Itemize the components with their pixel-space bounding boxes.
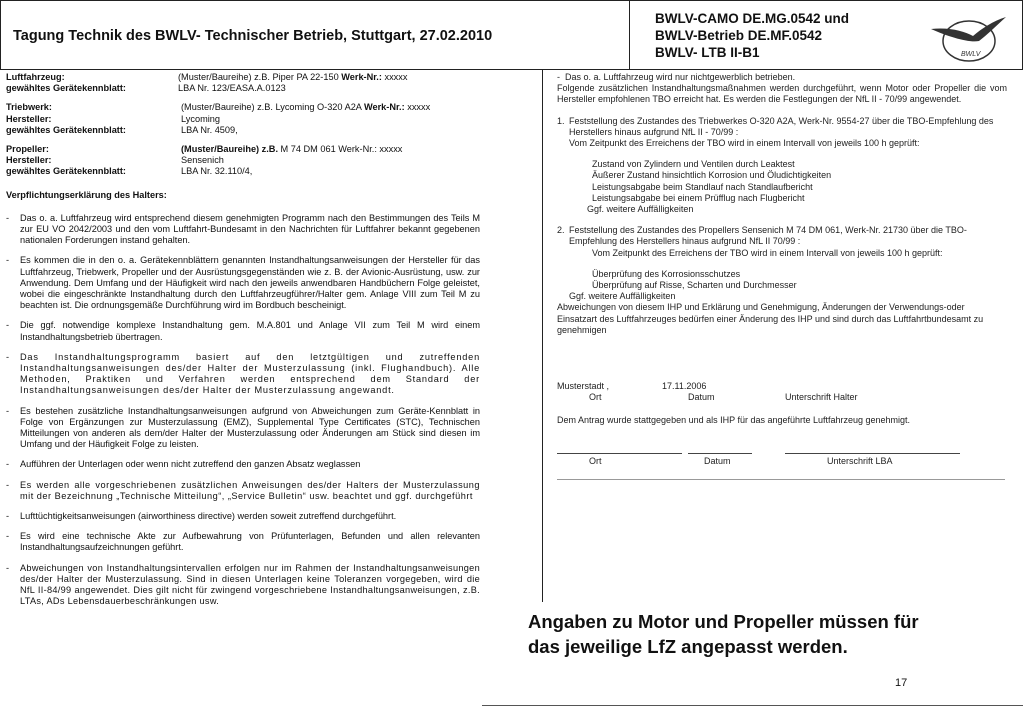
propeller-value: (Muster/Baureihe) z.B. M 74 DM 061 Werk-Nr.: xxxxx	[181, 143, 403, 154]
engine-sheet-value: LBA Nr. 4509,	[181, 124, 238, 135]
list-item: - Aufführen der Unterlagen oder wenn nicht zutreffend den ganzen Absatz weglassen	[6, 459, 361, 470]
page-number: 17	[895, 677, 908, 689]
section-title: Verpflichtungserklärung des Halters:	[6, 189, 167, 200]
list-item: - Es werden alle vorgeschriebenen zusätzlichen Anweisungen des/der Halters der Musterzulassung mit der Bezeichnung „Technische Mitteilung“, „Service Bulletin“ usw. beachtet und ggf. durchgeführt	[6, 479, 480, 501]
place-value: Musterstadt ,	[557, 381, 610, 392]
list-item: - Das Instandhaltungsprogramm basiert auf den letztgültigen und zutreffenden Instandhaltungsanweisungen des/der Halter der Musterzulassung (inkl. Flughandbuch). Alle Methoden, Praktiken und Verfahren werden entsprechend dem Standard der Instandhaltungsanweisungen des/der Halter der Musterzulassung angewandt.	[6, 351, 480, 396]
list-item: Äußerer Zustand hinsichtlich Korrosion und Öludichtigkeiten	[592, 170, 832, 181]
aircraft-value: (Muster/Baureihe) z.B. Piper PA 22-150 Werk-Nr.: xxxxx	[178, 72, 408, 82]
list-item: Zustand von Zylindern und Ventilen durch Leaktest	[592, 159, 795, 170]
engine-sheet-row	[6, 125, 480, 136]
lba-signature-labels	[557, 456, 1007, 467]
right-first-line: - Das o. a. Luftfahrzeug wird nur nichtgewerblich betrieben.	[557, 72, 796, 82]
left-column	[6, 72, 480, 607]
aircraft-sheet-value: LBA Nr. 123/EASA.A.0123	[178, 83, 286, 94]
signature-row	[557, 381, 1007, 392]
adjustment-note	[528, 609, 1023, 659]
list-item: - Es kommen die in den o. a. Gerätekennblättern genannten Instandhaltungsanweisungen der Hersteller für das Luftfahrzeug, Triebwerk, Propeller und der Ausrüstungsgegenständen wie z. B. der Avionic-Ausrüstung, usw. zur Anwendung. Dem Umfang und der Häufigkeit wird nach den jeweils anwendbaren Handbüchern Folge geleistet, wobei die eingeschränkte Instandhaltung durch den Luftfahrzeugführer/Halter gem. Anlage VIII zum Teil M zu beachten ist. Die ordnungsgemäße Durchführung wird im Bordbuch bescheinigt.	[6, 255, 480, 311]
list-item: - Abweichungen von Instandhaltungsintervallen erfolgen nur im Rahmen der Instandhaltungsanweisungen des/der Halter der Musterzulassung. Sind in diesen Unterlagen keine Toleranzen vorgegeben, wird die NfL II-84/99 angewendet. Dies gilt nicht für zwingend vorgeschriebene Instandhaltungsanweisungen, z.B. LTAs, ADs Lebensdauerbeschränkungen usw.	[6, 562, 480, 607]
logo-text: BWLV	[961, 51, 981, 58]
engine-label: Triebwerk:	[6, 102, 52, 113]
aircraft-sheet-label: gewähltes Gerätekennblatt:	[6, 83, 126, 94]
propeller-sheet-row	[6, 166, 480, 177]
engine-maker-value: Lycoming	[181, 113, 220, 124]
engine-check-item: 1. Feststellung des Zustandes des Triebwerkes O-320 A2A, Werk-Nr. 9554-27 über die TBO-Empfehlung des Herstellers hinaus aufgrund NfL II - 70/99 :	[557, 115, 994, 137]
propeller-maker-row	[6, 155, 480, 166]
propeller-maker-value: Sensenich	[181, 155, 224, 166]
propeller-more: Ggf. weitere Auffälligkeiten	[569, 291, 676, 302]
propeller-maker-label: Hersteller:	[6, 155, 52, 166]
header-line-1: BWLV-CAMO DE.MG.0542 und	[655, 11, 850, 26]
propeller-sheet-value: LBA Nr. 32.110/4,	[181, 166, 253, 177]
aircraft-row	[6, 72, 480, 83]
approval-text: Dem Antrag wurde stattgegeben und als IHP für das angeführte Luftfahrzeug genehmigt.	[557, 415, 911, 426]
note-line-2: das jeweilige LfZ angepasst werden.	[528, 636, 848, 657]
list-item: - Es bestehen zusätzliche Instandhaltungsanweisungen aufgrund von Abweichungen zum Geräte-Kennblatt in Folge von Ergänzungen zur Musterzulassung (EMZ), Supplemental Type Certificates (STC), Technischen Mitteilungen von anderen als dem/der Halter der Musterzulassung oder Änderungen am Stück sind diesen im Umfang und der Häufigkeit Folge zu leisten.	[6, 405, 480, 450]
lba-signature-lines	[557, 426, 1007, 456]
propeller-row	[6, 144, 480, 155]
deviation-text: Abweichungen von diesem IHP und Erklärung und Genehmigung, Änderungen der Verwendungs-oder Einsatzart des Luftfahrzeuges bedürfen einer Änderung des IHP und sind durch das Luftfahrtbundesamt zu genehmigen	[557, 302, 984, 335]
date-value: 17.11.2006	[662, 381, 707, 392]
header-right-cell	[655, 10, 849, 61]
ort-label: Ort	[589, 456, 602, 467]
engine-maker-label: Hersteller:	[6, 113, 52, 124]
right-column	[557, 72, 1007, 481]
list-item: Überprüfung auf Risse, Scharten und Durchmesser	[592, 280, 797, 291]
lba-signature-label: Unterschrift LBA	[827, 456, 893, 467]
halter-signature-label: Unterschrift Halter	[785, 392, 858, 403]
list-item: - Lufttüchtigkeitsanweisungen (airworthiness directive) werden soweit zutreffend durchgeführt.	[6, 510, 397, 521]
page-title: Tagung Technik des BWLV- Technischer Betrieb, Stuttgart, 27.02.2010	[13, 28, 493, 44]
aircraft-sheet-row	[6, 83, 480, 94]
aircraft-label: Luftfahrzeug:	[6, 72, 65, 82]
list-item: Überprüfung des Korrosionsschutzes	[592, 268, 741, 279]
header-line-3: BWLV- LTB II-B1	[655, 45, 760, 60]
header-line-2: BWLV-Betrieb DE.MF.0542	[655, 28, 823, 43]
bottom-rule	[482, 705, 1023, 706]
signature-labels	[557, 392, 1007, 403]
note-line-1: Angaben zu Motor und Propeller müssen für	[528, 611, 919, 632]
list-item: Leistungsabgabe bei einem Prüfflug nach Flugbericht	[592, 192, 805, 203]
engine-maker-row	[6, 114, 480, 125]
engine-interval: Vom Zeitpunkt des Erreichens der TBO wird in einem Intervall von jeweils 100 h geprüft:	[569, 138, 920, 149]
list-item: - Es wird eine technische Akte zur Aufbewahrung von Prüfunterlagen, Befunden und allen relevanten Instandhaltungsaufzeichnungen geführt.	[6, 531, 480, 553]
engine-value: (Muster/Baureihe) z.B. Lycoming O-320 A2A Werk-Nr.: xxxxx	[181, 102, 431, 113]
propeller-label: Propeller:	[6, 143, 49, 154]
datum-label: Datum	[688, 392, 715, 403]
propeller-check-list	[557, 269, 1007, 291]
propeller-sheet-label: gewähltes Gerätekennblatt:	[6, 166, 126, 177]
ort-label: Ort	[589, 392, 602, 403]
datum-label: Datum	[704, 456, 731, 467]
propeller-check-item: 2. Feststellung des Zustandes des Propellers Sensenich M 74 DM 061, Werk-Nr. 21730 über die TBO-Empfehlung des Herstellers hinaus aufgrund NfL II 70/99 :	[557, 225, 967, 247]
list-item: - Das o. a. Luftfahrzeug wird entsprechend diesem genehmigten Programm nach den Bestimmungen des Teils M zur EU VO 2042/2003 und den vom Luftfahrt-Bundesamt in den Nachrichten für Luftfahrer bekannt gegebenen nationalen Forderungen instand gehalten.	[6, 212, 480, 246]
engine-sheet-label: gewähltes Gerätekennblatt:	[6, 124, 126, 135]
engine-check-list	[557, 159, 1007, 204]
list-item: Leistungsabgabe beim Standlauf nach Standlaufbericht	[592, 181, 813, 192]
right-intro: Folgende zusätzlichen Instandhaltungsmaßnahmen werden durchgeführt, wenn Motor oder Propeller die vom Hersteller empfohlenen TBO erreicht hat. Es werden die Festlegungen der NfL II - 70/99 angewendet.	[557, 83, 1007, 105]
list-item: - Die ggf. notwendige komplexe Instandhaltung gem. M.A.801 und Anlage VII zum Teil M wird einem Instandhaltungsbetrieb übertragen.	[6, 320, 480, 342]
bwlv-logo-icon	[929, 9, 1007, 67]
engine-row	[6, 102, 480, 113]
header	[0, 0, 1023, 70]
column-divider	[542, 70, 543, 602]
engine-more: Ggf. weitere Auffälligkeiten	[587, 204, 694, 215]
header-left-cell	[1, 1, 630, 69]
propeller-interval: Vom Zeitpunkt des Erreichens der TBO wird in einem Intervall von jeweils 100 h geprüft:	[592, 247, 943, 258]
